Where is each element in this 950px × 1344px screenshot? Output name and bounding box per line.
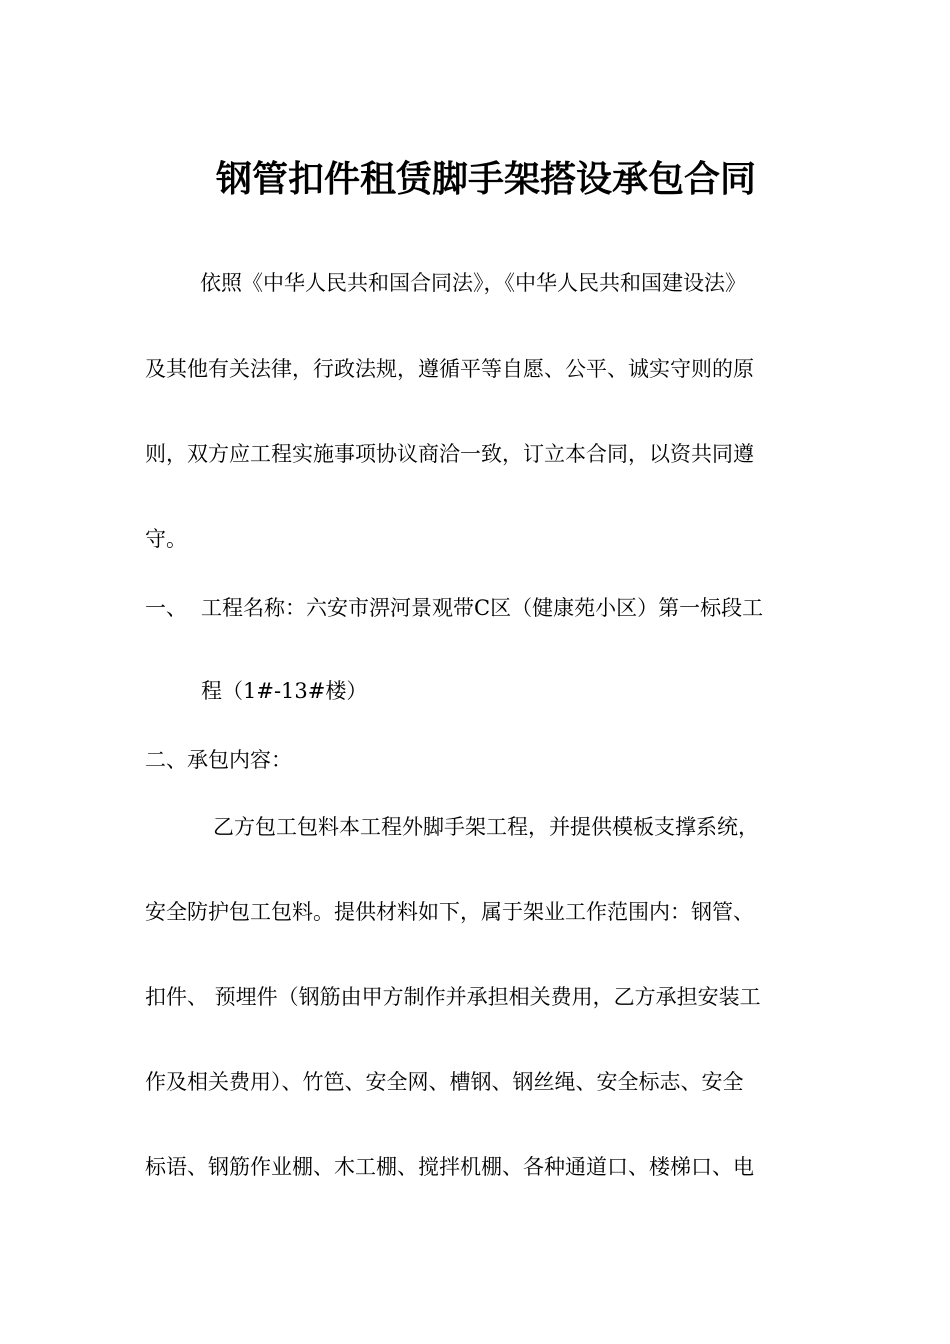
preamble-line-4: 守。 <box>145 527 187 551</box>
section-1-number: 一、 <box>145 596 187 620</box>
section-1-line-2: 程（1#-13#楼） <box>201 679 368 703</box>
section-2-line-3: 扣件、 预埋件（钢筋由甲方制作并承担相关费用，乙方承担安装工 <box>145 985 761 1009</box>
section-2-line-5: 标语、钢筋作业棚、木工棚、搅拌机棚、各种通道口、楼梯口、电 <box>145 1155 754 1179</box>
document-title: 钢管扣件租赁脚手架搭设承包合同 <box>216 159 757 200</box>
preamble-line-2: 及其他有关法律，行政法规，遵循平等自愿、公平、诚实守则的原 <box>145 357 754 381</box>
section-2-line-2: 安全防护包工包料。提供材料如下，属于架业工作范围内：钢管、 <box>145 900 754 924</box>
section-2-line-1: 乙方包工包料本工程外脚手架工程，并提供模板支撑系统， <box>213 815 759 839</box>
section-2-line-4: 作及相关费用）、竹笆、安全网、槽钢、钢丝绳、安全标志、安全 <box>145 1070 744 1094</box>
preamble-line-1: 依照《中华人民共和国合同法》，《中华人民共和国建设法》 <box>200 271 746 295</box>
section-1-line-1: 工程名称：六安市淠河景观带C区（健康苑小区）第一标段工 <box>201 596 764 620</box>
preamble-line-3: 则，双方应工程实施事项协议商洽一致，订立本合同，以资共同遵 <box>145 442 754 466</box>
section-2-heading: 二、承包内容： <box>145 748 292 772</box>
